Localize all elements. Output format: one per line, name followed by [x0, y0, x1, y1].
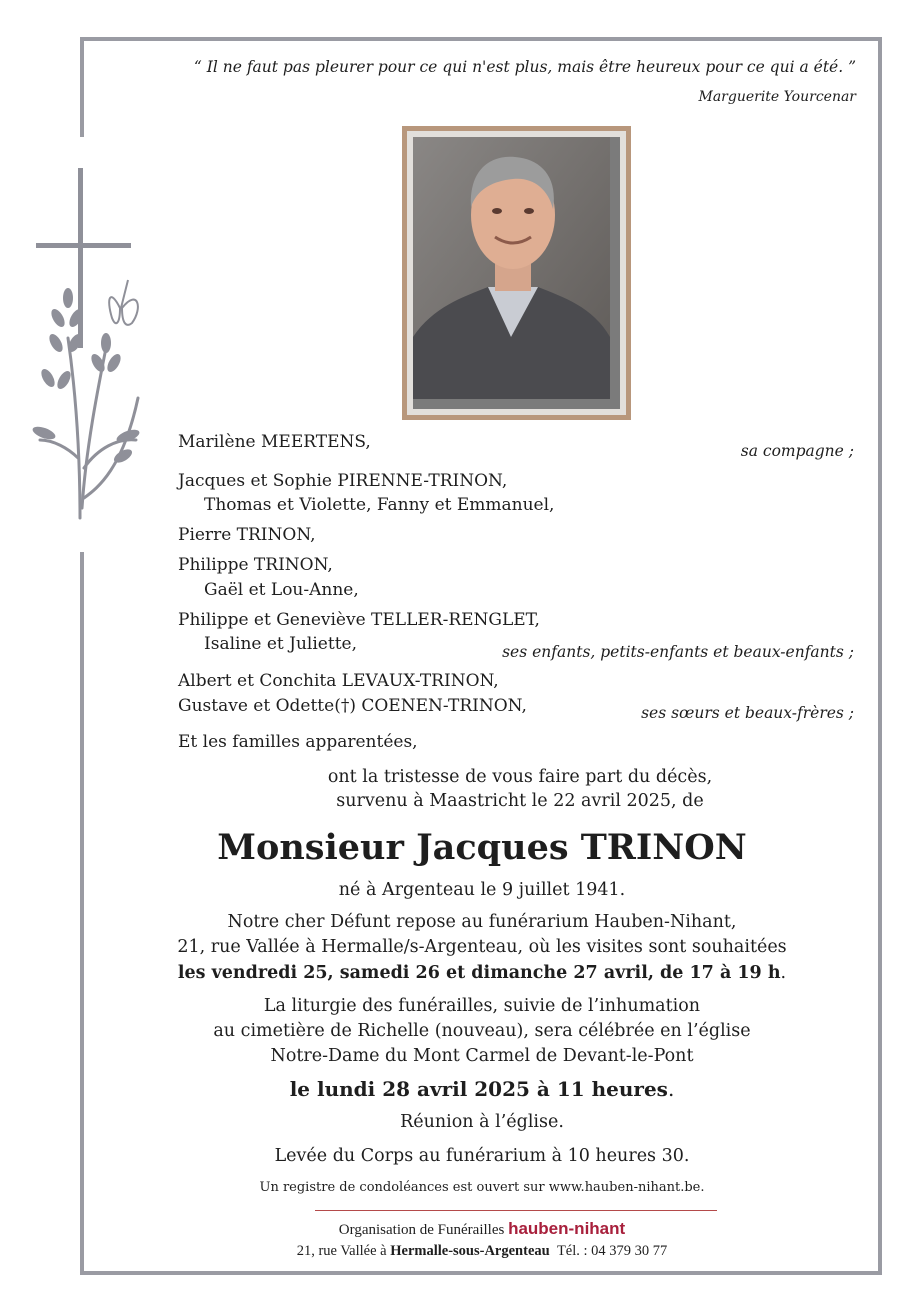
visits-line: Notre cher Défunt repose au funérarium Hauben-Nihant, [227, 912, 737, 932]
register-info: Un registre de condoléances est ouvert sur www.hauben-nihant.be. [259, 1180, 705, 1195]
family-member: Marilène MEERTENS, [178, 432, 371, 452]
liturgy-date-bold: le lundi 28 avril 2025 à 11 heures [289, 1077, 668, 1101]
family-member: Thomas et Violette, Fanny et Emmanuel, [204, 495, 555, 515]
family-member: Philippe et Geneviève TELLER-RENGLET, [178, 610, 540, 630]
cross-wheat-butterfly-icon [28, 168, 158, 528]
quote-author: Marguerite Yourcenar [698, 89, 856, 105]
phone-number: Tél. : 04 379 30 77 [556, 1243, 668, 1259]
frame-bottom-border [80, 1271, 882, 1275]
birth-info: né à Argenteau le 9 juillet 1941. [338, 880, 626, 900]
meeting-info: Réunion à l’église. [400, 1112, 564, 1132]
liturgy-date [82, 1077, 882, 1101]
visits-line: 21, rue Vallée à Hermalle/s-Argenteau, où les visites sont souhaitées [177, 937, 787, 957]
family-member: Gaël et Lou-Anne, [204, 580, 359, 600]
visits-dates [82, 963, 882, 983]
portrait-photo [413, 137, 620, 409]
family-member: Albert et Conchita LEVAUX-TRINON, [178, 671, 499, 691]
visits-dates-end: . [780, 963, 787, 983]
announcement-line: ont la tristesse de vous faire part du décès, [327, 767, 713, 787]
liturgy-line: Notre-Dame du Mont Carmel de Devant-le-Pont [270, 1046, 694, 1066]
family-member: Jacques et Sophie PIRENNE-TRINON, [178, 471, 508, 491]
quote-text: “ Il ne faut pas pleurer pour ce qui n'est plus, mais être heureux pour ce qui a été. ” [193, 58, 856, 76]
address-prefix: 21, rue Vallée à [296, 1243, 391, 1259]
family-member: Gustave et Odette(†) COENEN-TRINON, [178, 696, 527, 716]
announcement-line: survenu à Maastricht le 22 avril 2025, de [336, 791, 704, 811]
family-member: Isaline et Juliette, [204, 634, 357, 654]
organizer-line [82, 1219, 882, 1239]
family-member: Et les familles apparentées, [178, 732, 418, 752]
liturgy-line: au cimetière de Richelle (nouveau), sera célébrée en l’église [213, 1021, 751, 1041]
levee-info: Levée du Corps au funérarium à 10 heures 30. [274, 1146, 690, 1166]
liturgy-line: La liturgie des funérailles, suivie de l’inhumation [263, 996, 701, 1016]
address-town: Hermalle-sous-Argenteau [390, 1243, 550, 1259]
deceased-name: Monsieur Jacques TRINON [217, 827, 747, 868]
organizer-label: Organisation de Funérailles [338, 1222, 505, 1238]
footer-divider [315, 1210, 717, 1211]
visits-dates-bold: les vendredi 25, samedi 26 et dimanche 27 avril, de 17 à 19 h [177, 963, 781, 983]
portrait-photo-frame [402, 126, 631, 420]
frame-top-border [80, 37, 882, 41]
relation-siblings: ses sœurs et beaux-frères ; [641, 704, 854, 722]
family-member: Pierre TRINON, [178, 525, 316, 545]
relation-children: ses enfants, petits-enfants et beaux-enfants ; [502, 643, 854, 661]
frame-left-border-top [80, 37, 84, 137]
brand-logo: hauben-nihant [508, 1219, 626, 1238]
liturgy-date-end: . [667, 1077, 675, 1101]
organizer-address [82, 1243, 882, 1260]
relation-companion: sa compagne ; [740, 442, 854, 460]
family-member: Philippe TRINON, [178, 555, 333, 575]
